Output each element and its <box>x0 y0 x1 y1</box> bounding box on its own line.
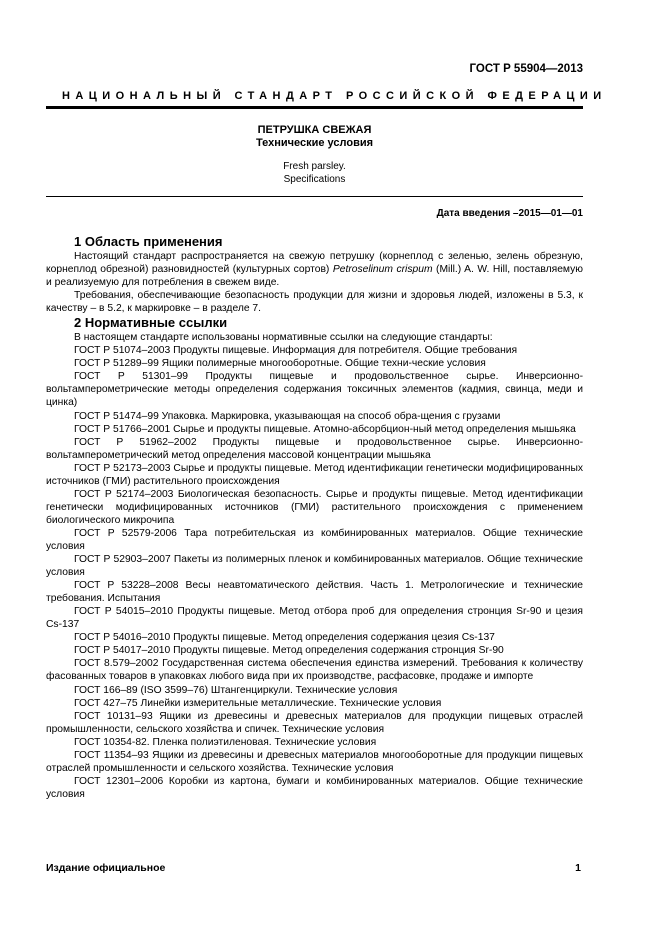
reference-item: ГОСТ 427–75 Линейки измерительные металлические. Технические условия <box>74 697 442 709</box>
document-number: ГОСТ Р 55904—2013 <box>469 63 583 75</box>
reference-item: ГОСТ Р 52174–2003 Биологическая безопасность. Сырье и продукты пищевые. Метод идентификации генетически модифицированных источников (ГМИ) растительного происхождения с применением биологического микрочипа <box>46 488 583 526</box>
document-body <box>46 234 583 801</box>
reference-item: ГОСТ 166–89 (ISO 3599–76) Штангенциркули. Технические условия <box>74 684 398 696</box>
reference-item: ГОСТ Р 51289–99 Ящики полимерные многооборотные. Общие техни-ческие условия <box>74 358 486 370</box>
section-1-paragraph-2: Требования, обеспечивающие безопасность продукции для жизни и здоровья людей, изложены в 5.3, к качеству – в 5.2, к маркировке – в разделе 7. <box>46 290 583 315</box>
title-english: Fresh parsley. <box>283 161 346 172</box>
reference-item: ГОСТ Р 53228–2008 Весы неавтоматического действия. Часть 1. Метрологические и технические требования. Испытания <box>46 580 583 605</box>
species-name: Petroselinum crispum <box>332 264 433 276</box>
section-1-paragraph-1: Настоящий стандарт распространяется на свежую петрушку (корнеплод с зеленью, зелень обрезную, корнеплод обрезной) разновидностей (культурных сортов) Petroselinum crispum (Mill.) A. W. Hill, поставляемую и реализуемую для потребления в свежем виде. <box>46 251 583 289</box>
title-english-sub: Specifications <box>283 174 346 185</box>
title-rule <box>46 196 583 197</box>
reference-item: ГОСТ Р 51074–2003 Продукты пищевые. Информация для потребителя. Общие требования <box>74 345 518 357</box>
national-standard-heading: НАЦИОНАЛЬНЫЙ СТАНДАРТ РОССИЙСКОЙ ФЕДЕРАЦИИ <box>62 90 607 102</box>
reference-item: ГОСТ Р 51474–99 Упаковка. Маркировка, указывающая на способ обра-щения с грузами <box>74 410 501 422</box>
title-main: ПЕТРУШКА СВЕЖАЯ <box>257 124 372 136</box>
header-rule <box>46 106 583 109</box>
reference-item: ГОСТ 10131–93 Ящики из древесины и древесных материалов для продукции пищевых отраслей промышленности, сельского хозяйства и спичек. Технические условия <box>46 710 583 735</box>
section-2-heading: 2 Нормативные ссылки <box>74 315 228 331</box>
official-edition-label: Издание официальное <box>46 862 166 874</box>
reference-item: ГОСТ Р 54016–2010 Продукты пищевые. Метод определения содержания цезия Cs-137 <box>74 632 495 644</box>
reference-item: ГОСТ Р 51962–2002 Продукты пищевые и продовольственное сырье. Инверсионно-вольтамперометрический метод определения массовой концентрации мышьяка <box>46 436 583 461</box>
section-1-heading: 1 Область применения <box>74 234 223 249</box>
reference-item: ГОСТ Р 51766–2001 Сырье и продукты пищевые. Атомно-абсорбцион-ный метод определения мышьяка <box>74 423 576 435</box>
reference-item: ГОСТ Р 54017–2010 Продукты пищевые. Метод определения содержания стронция Sr-90 <box>74 645 504 657</box>
title-sub: Технические условия <box>255 137 374 149</box>
reference-item: ГОСТ Р 52173–2003 Сырье и продукты пищевые. Метод идентификации генетически модифицированных источников (ГМИ) растительного происхождения <box>46 462 583 487</box>
reference-item: ГОСТ 8.579–2002 Государственная система обеспечения единства измерений. Требования к количеству фасованных товаров в упаковках любого вида при их производстве, расфасовке, продаже и импорте <box>46 658 583 683</box>
reference-item: ГОСТ 11354–93 Ящики из древесины и древесных материалов многооборотные для продукции пищевых отраслей промышленности и сельского хозяйства. Технические условия <box>46 749 583 774</box>
reference-item: ГОСТ 10354-82. Пленка полиэтиленовая. Технические условия <box>74 736 377 748</box>
introduction-date: Дата введения –2015—01—01 <box>436 208 583 219</box>
reference-item: ГОСТ 12301–2006 Коробки из картона, бумаги и комбинированных материалов. Общие технические условия <box>46 775 583 800</box>
section-2-intro: В настоящем стандарте использованы нормативные ссылки на следующие стандарты: <box>74 332 493 344</box>
reference-list <box>46 344 583 801</box>
reference-item: ГОСТ Р 52579-2006 Тара потребительская из комбинированных материалов. Общие технические условия <box>46 527 583 552</box>
page-number: 1 <box>575 862 581 874</box>
reference-item: ГОСТ Р 54015–2010 Продукты пищевые. Метод отбора проб для определения стронция Sr-90 и цезия Cs-137 <box>46 606 583 631</box>
reference-item: ГОСТ Р 52903–2007 Пакеты из полимерных пленок и комбинированных материалов. Общие технические условия <box>46 554 583 579</box>
reference-item: ГОСТ Р 51301–99 Продукты пищевые и продовольственное сырье. Инверсионно-вольтамперометрические методы определения содержания токсичных элементов (кадмия, свинца, меди и цинка) <box>46 371 583 409</box>
title-block <box>46 124 583 186</box>
